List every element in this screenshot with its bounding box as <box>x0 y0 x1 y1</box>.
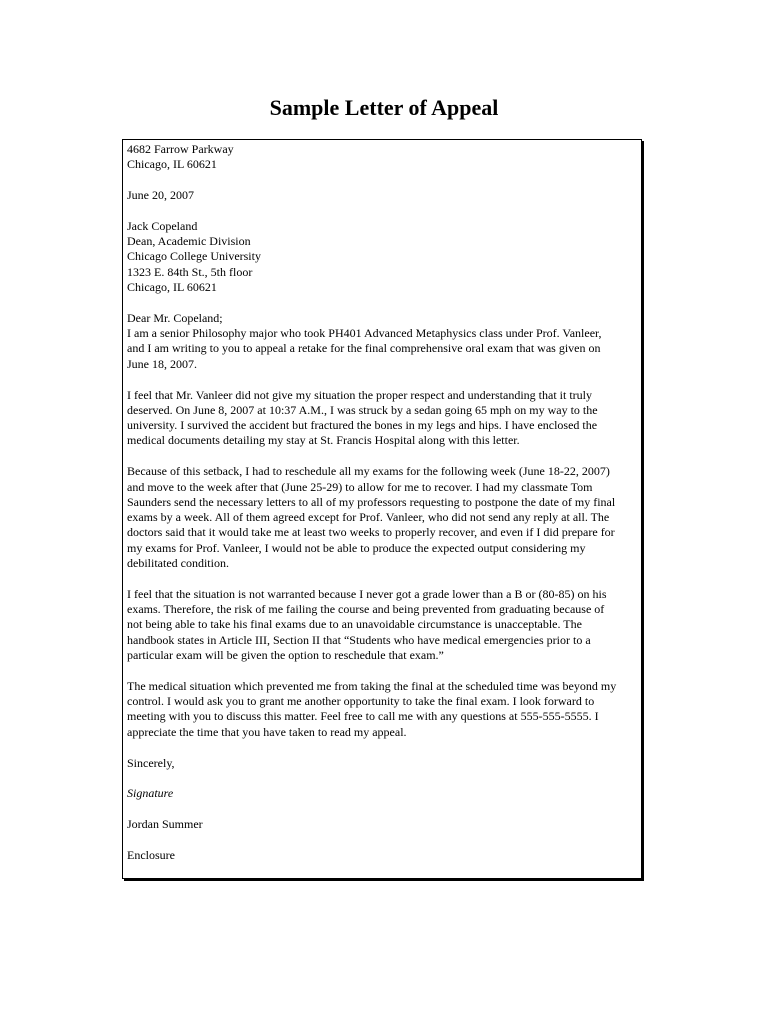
paragraph-line: control. I would ask you to grant me another opportunity to take the final exam. I look forward to <box>127 694 595 709</box>
paragraph-line: exams by a week. All of them agreed except for Prof. Vanleer, who did not send any reply at all. The <box>127 510 610 525</box>
sender-address <box>127 142 639 173</box>
paragraph-line: and I am writing to you to appeal a retake for the final comprehensive oral exam that was given on <box>127 341 601 356</box>
enclosure-note: Enclosure <box>127 847 175 862</box>
sender-name: Jordan Summer <box>127 817 203 832</box>
paragraph <box>127 587 639 663</box>
signature: Signature <box>127 786 174 801</box>
paragraph-line: university. I survived the accident but fractured the bones in my legs and hips. I have enclosed the <box>127 418 598 433</box>
paragraph-line: deserved. On June 8, 2007 at 10:37 A.M., I was struck by a sedan going 65 mph on my way to the <box>127 402 598 417</box>
paragraph-line: I feel that Mr. Vanleer did not give my situation the proper respect and understanding that it truly <box>127 387 592 402</box>
recipient-line: Dean, Academic Division <box>127 234 251 249</box>
paragraph-line: handbook states in Article III, Section II that “Students who have medical emergencies prior to a <box>127 632 591 647</box>
paragraph-line: my exams for Prof. Vanleer, I would not be able to produce the expected output considering my <box>127 540 586 555</box>
paragraph-line: particular exam will be given the option to reschedule that exam.” <box>127 648 444 663</box>
paragraph-line: I am a senior Philosophy major who took PH401 Advanced Metaphysics class under Prof. Vanleer, <box>127 326 602 341</box>
recipient-line: Jack Copeland <box>127 218 198 233</box>
letter-date: June 20, 2007 <box>127 188 194 203</box>
paragraph <box>127 679 639 740</box>
paragraph-line: appreciate the time that you have taken to read my appeal. <box>127 724 407 739</box>
page-title: Sample Letter of Appeal <box>269 95 499 120</box>
letter-body <box>122 139 642 879</box>
sender-address-line: 4682 Farrow Parkway <box>127 142 234 156</box>
paragraph-line: exams. Therefore, the risk of me failing the course and being prevented from graduating because of <box>127 602 605 617</box>
paragraph-line: I feel that the situation is not warranted because I never got a grade lower than a B or (80-85) on his <box>127 586 607 601</box>
salutation: Dear Mr. Copeland; <box>127 310 223 325</box>
paragraph-line: not being able to take his final exams due to an unavoidable circumstance is unacceptable. The <box>127 617 582 632</box>
closing: Sincerely, <box>127 755 175 770</box>
sender-address-line: Chicago, IL 60621 <box>127 157 217 172</box>
paragraph-line: meeting with you to discuss this matter. Feel free to call me with any questions at 555-555-5555. I <box>127 709 599 724</box>
paragraph <box>127 326 639 372</box>
recipient-line: 1323 E. 84th St., 5th floor <box>127 264 253 279</box>
paragraph-line: debilitated condition. <box>127 556 229 571</box>
paragraph <box>127 464 639 571</box>
paragraph <box>127 388 639 449</box>
paragraph-line: Because of this setback, I had to reschedule all my exams for the following week (June 18-22, 2007) <box>127 464 610 479</box>
recipient-line: Chicago College University <box>127 249 261 264</box>
paragraph-line: The medical situation which prevented me from taking the final at the scheduled time was beyond my <box>127 678 617 693</box>
recipient-address <box>127 219 639 295</box>
paragraph-line: medical documents detailing my stay at St. Francis Hospital along with this letter. <box>127 433 520 448</box>
recipient-line: Chicago, IL 60621 <box>127 280 217 295</box>
paragraph-line: and move to the week after that (June 25-29) to allow for me to recover. I had my classmate Tom <box>127 479 593 494</box>
paragraph-line: doctors said that it would take me at least two weeks to properly recover, and even if I did prepare for <box>127 525 615 540</box>
paragraph-line: June 18, 2007. <box>127 356 197 371</box>
paragraph-line: Saunders send the necessary letters to all of my professors requesting to postpone the date of my final <box>127 494 616 509</box>
